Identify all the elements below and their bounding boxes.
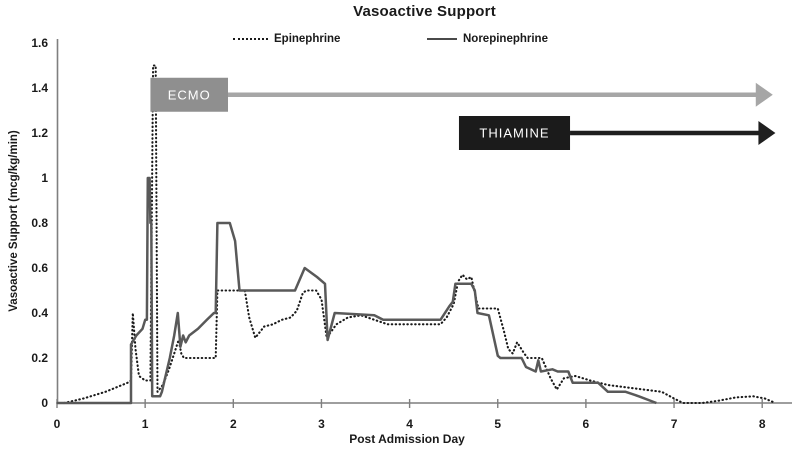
- x-tick-label: 8: [758, 417, 766, 431]
- legend-label-norepinephrine: Norepinephrine: [463, 33, 548, 45]
- chart-title: Vasoactive Support: [353, 3, 496, 20]
- annotation-arrowhead-ecmo: [756, 83, 773, 107]
- x-tick-label: 5: [494, 417, 502, 431]
- legend-label-epinephrine: Epinephrine: [274, 33, 341, 45]
- x-tick-label: 2: [229, 417, 237, 431]
- y-axis-title: Vasoactive Support (mcg/kg/min): [8, 130, 20, 312]
- x-tick-label: 0: [53, 417, 61, 431]
- y-tick-label: 0.4: [31, 306, 48, 320]
- series-norepinephrine-line: [57, 178, 656, 403]
- x-tick-label: 3: [318, 417, 325, 431]
- y-tick-label: 0.6: [31, 261, 48, 275]
- y-tick-label: 1.2: [31, 126, 48, 140]
- y-tick-label: 0.2: [31, 351, 48, 365]
- x-tick-label: 7: [670, 417, 678, 431]
- y-tick-label: 1.4: [31, 81, 48, 95]
- x-axis-title: Post Admission Day: [349, 432, 465, 446]
- annotation-arrowhead-thiamine: [758, 121, 775, 145]
- x-tick-label: 4: [406, 417, 413, 431]
- y-tick-label: 1.6: [31, 36, 48, 50]
- annotation-label-ecmo: ECMO: [167, 87, 211, 103]
- y-tick-label: 1: [41, 171, 48, 185]
- y-tick-label: 0: [41, 396, 48, 410]
- annotation-label-thiamine: THIAMINE: [479, 125, 550, 141]
- x-tick-label: 6: [582, 417, 590, 431]
- y-tick-label: 0.8: [31, 216, 48, 230]
- x-tick-label: 1: [141, 417, 149, 431]
